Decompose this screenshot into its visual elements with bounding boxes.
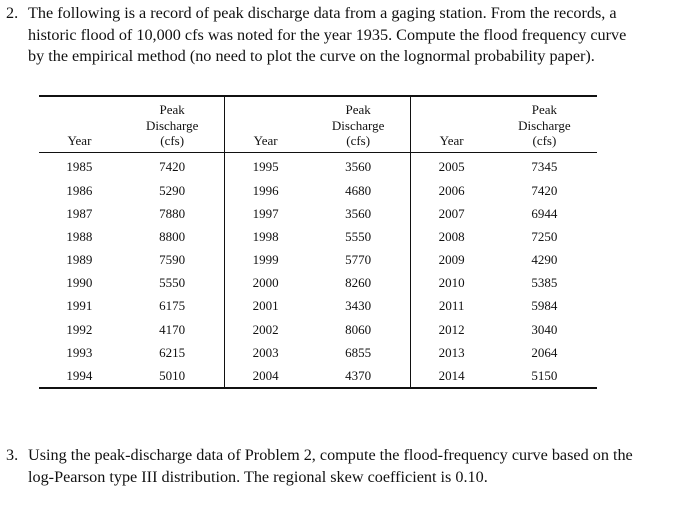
year-cell: 1991 bbox=[66, 298, 93, 314]
header-peak-3 bbox=[492, 97, 597, 152]
year-cell: 1989 bbox=[66, 252, 93, 268]
discharge-cell: 6855 bbox=[306, 341, 411, 364]
discharge-cell: 7420 bbox=[531, 182, 558, 198]
problem-2-text bbox=[28, 3, 696, 68]
discharge-cell: 5290 bbox=[120, 179, 225, 202]
discharge-cell: 6175 bbox=[120, 295, 225, 318]
discharge-cell: 5550 bbox=[120, 271, 225, 294]
header-peak-label: Peak bbox=[531, 102, 558, 117]
table-row bbox=[39, 225, 597, 248]
problem-3 bbox=[6, 445, 696, 488]
table-row bbox=[39, 248, 597, 271]
year-cell: 2013 bbox=[438, 344, 465, 360]
header-year-1: Year bbox=[39, 97, 120, 152]
problem-2-number: 2. bbox=[6, 4, 19, 22]
discharge-cell: 5385 bbox=[531, 275, 558, 291]
year-cell: 1986 bbox=[66, 182, 93, 198]
problem-2 bbox=[6, 3, 696, 68]
discharge-cell: 4290 bbox=[531, 252, 558, 268]
discharge-cell: 5150 bbox=[531, 368, 558, 384]
header-peak-label: Peak bbox=[345, 102, 371, 117]
discharge-cell: 7880 bbox=[120, 202, 225, 225]
discharge-cell: 4680 bbox=[306, 179, 411, 202]
discharge-cell: 5550 bbox=[306, 225, 411, 248]
problem-3-number: 3. bbox=[6, 446, 19, 464]
table-row bbox=[39, 364, 597, 387]
header-units-label: (cfs) bbox=[160, 133, 185, 148]
year-cell: 2003 bbox=[252, 344, 279, 360]
header-discharge-label: Discharge bbox=[145, 117, 199, 133]
table-row bbox=[39, 179, 597, 202]
year-cell: 2008 bbox=[438, 228, 465, 244]
year-cell: 2011 bbox=[438, 298, 465, 314]
year-cell: 1999 bbox=[252, 252, 279, 268]
header-discharge-label: Discharge bbox=[518, 117, 571, 133]
problem-3-text bbox=[28, 445, 696, 488]
discharge-cell: 6215 bbox=[120, 341, 225, 364]
year-cell: 1990 bbox=[66, 275, 93, 291]
problem-2-line-2: historic flood of 10,000 cfs was noted for the year 1935. Compute the flood frequency curve bbox=[28, 25, 627, 44]
discharge-cell: 7250 bbox=[531, 228, 558, 244]
discharge-cell: 3560 bbox=[306, 152, 411, 179]
discharge-cell: 5010 bbox=[120, 364, 225, 387]
header-units-label: (cfs) bbox=[532, 133, 557, 148]
year-cell: 1985 bbox=[66, 159, 93, 175]
year-cell: 1993 bbox=[66, 344, 93, 360]
year-cell: 2006 bbox=[438, 182, 465, 198]
discharge-cell: 7345 bbox=[531, 159, 558, 175]
discharge-cell: 5770 bbox=[306, 248, 411, 271]
discharge-cell: 8060 bbox=[306, 318, 411, 341]
year-cell: 2010 bbox=[438, 275, 465, 291]
table-row bbox=[39, 295, 597, 318]
year-cell: 2012 bbox=[438, 321, 465, 337]
discharge-cell: 8800 bbox=[120, 225, 225, 248]
discharge-cell: 2064 bbox=[531, 344, 558, 360]
header-units-label: (cfs) bbox=[346, 133, 371, 148]
discharge-cell: 3560 bbox=[306, 202, 411, 225]
year-cell: 1997 bbox=[252, 205, 279, 221]
header-year-3: Year bbox=[411, 97, 492, 152]
discharge-cell: 7420 bbox=[120, 152, 225, 179]
header-peak-2 bbox=[306, 97, 411, 152]
discharge-cell: 3040 bbox=[531, 321, 558, 337]
discharge-data-table bbox=[39, 97, 597, 387]
year-cell: 1987 bbox=[66, 205, 93, 221]
table-row bbox=[39, 341, 597, 364]
year-cell: 1996 bbox=[252, 182, 279, 198]
discharge-cell: 7590 bbox=[120, 248, 225, 271]
table-row bbox=[39, 202, 597, 225]
header-year-2: Year bbox=[225, 97, 306, 152]
problem-3-line-2: log-Pearson type III distribution. The regional skew coefficient is 0.10. bbox=[28, 467, 488, 486]
table-row bbox=[39, 271, 597, 294]
year-cell: 2007 bbox=[438, 205, 465, 221]
problem-2-line-3: by the empirical method (no need to plot the curve on the lognormal probability paper). bbox=[28, 47, 595, 65]
year-cell: 1992 bbox=[66, 321, 93, 337]
header-peak-1 bbox=[120, 97, 225, 152]
year-cell: 2005 bbox=[438, 159, 465, 175]
discharge-cell: 4170 bbox=[120, 318, 225, 341]
table-row bbox=[39, 152, 597, 179]
problem-2-line-1: The following is a record of peak discharge data from a gaging station. From the records, a bbox=[28, 4, 617, 22]
header-discharge-label: Discharge bbox=[331, 117, 385, 133]
discharge-cell: 3430 bbox=[306, 295, 411, 318]
year-cell: 1988 bbox=[66, 228, 93, 244]
year-cell: 1995 bbox=[252, 159, 279, 175]
year-cell: 1998 bbox=[252, 228, 279, 244]
year-cell: 1994 bbox=[66, 368, 93, 384]
year-cell: 2002 bbox=[252, 321, 279, 337]
table-row bbox=[39, 318, 597, 341]
year-cell: 2000 bbox=[252, 275, 279, 291]
problem-3-line-1: Using the peak-discharge data of Problem 2, compute the flood-frequency curve based on the bbox=[28, 446, 633, 464]
year-cell: 2001 bbox=[252, 298, 279, 314]
discharge-cell: 4370 bbox=[306, 364, 411, 387]
year-cell: 2014 bbox=[438, 368, 465, 384]
discharge-cell: 5984 bbox=[531, 298, 558, 314]
peak-discharge-table bbox=[39, 95, 597, 389]
discharge-cell: 6944 bbox=[531, 205, 558, 221]
header-peak-label: Peak bbox=[159, 102, 185, 117]
table-header-row bbox=[39, 97, 597, 152]
year-cell: 2004 bbox=[252, 368, 279, 384]
discharge-cell: 8260 bbox=[306, 271, 411, 294]
year-cell: 2009 bbox=[438, 252, 465, 268]
